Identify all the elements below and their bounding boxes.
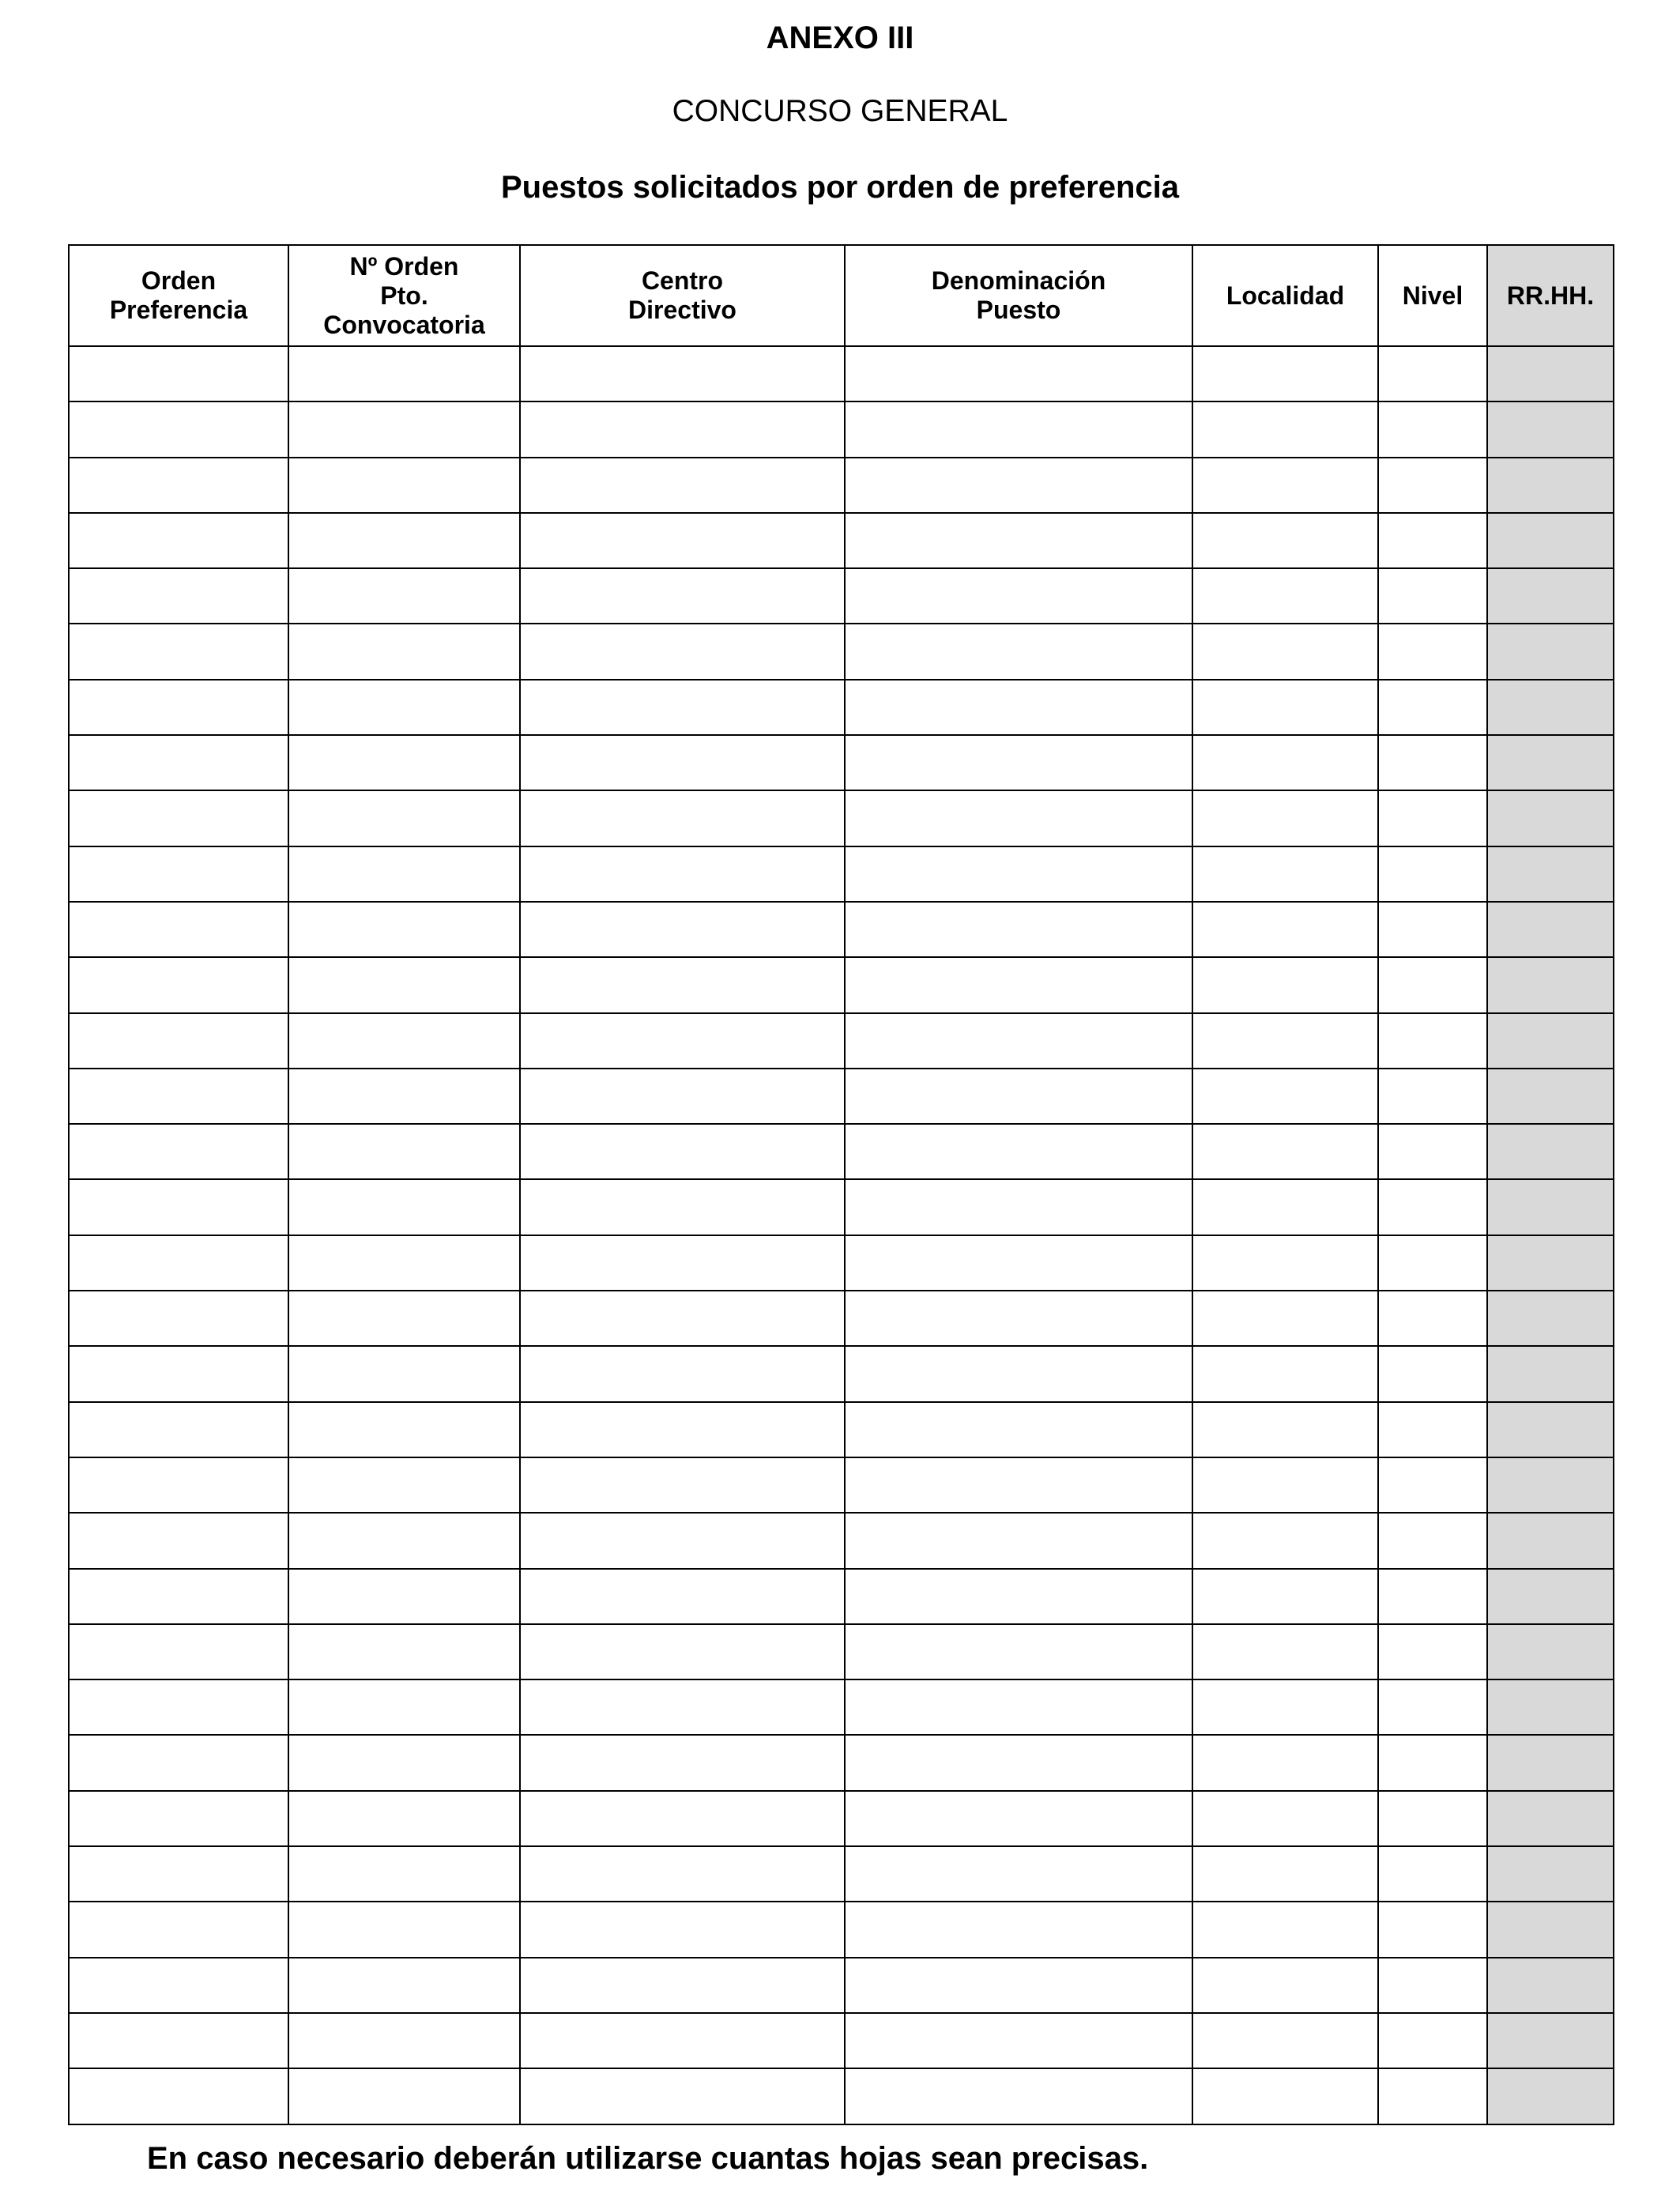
table-row [69, 790, 1614, 846]
cell-denominacion-puesto[interactable] [845, 1402, 1192, 1457]
cell-denominacion-puesto[interactable] [845, 1069, 1192, 1124]
cell-orden-preferencia[interactable] [69, 568, 288, 624]
cell-numero-orden[interactable] [288, 1069, 520, 1124]
cell-centro-directivo[interactable] [520, 346, 845, 401]
cell-denominacion-puesto[interactable] [845, 1013, 1192, 1069]
cell-centro-directivo[interactable] [520, 902, 845, 957]
cell-denominacion-puesto[interactable] [845, 1235, 1192, 1291]
cell-localidad[interactable] [1192, 1846, 1378, 1902]
table-row [69, 2013, 1614, 2068]
cell-rrhh [1487, 624, 1614, 679]
cell-numero-orden[interactable] [288, 1624, 520, 1679]
cell-centro-directivo[interactable] [520, 1902, 845, 1957]
cell-rrhh [1487, 568, 1614, 624]
cell-orden-preferencia[interactable] [69, 1513, 288, 1568]
cell-centro-directivo[interactable] [520, 1069, 845, 1124]
cell-nivel[interactable] [1378, 568, 1487, 624]
cell-centro-directivo[interactable] [520, 513, 845, 568]
cell-localidad[interactable] [1192, 1179, 1378, 1235]
cell-nivel[interactable] [1378, 1013, 1487, 1069]
cell-numero-orden[interactable] [288, 2068, 520, 2124]
cell-centro-directivo[interactable] [520, 1791, 845, 1846]
table-row [69, 568, 1614, 624]
cell-numero-orden[interactable] [288, 790, 520, 846]
cell-rrhh [1487, 790, 1614, 846]
cell-denominacion-puesto[interactable] [845, 513, 1192, 568]
cell-centro-directivo[interactable] [520, 1179, 845, 1235]
cell-rrhh [1487, 1624, 1614, 1679]
cell-orden-preferencia[interactable] [69, 624, 288, 679]
cell-numero-orden[interactable] [288, 957, 520, 1012]
cell-localidad[interactable] [1192, 513, 1378, 568]
cell-orden-preferencia[interactable] [69, 957, 288, 1012]
column-header-denominacion-puesto: Denominación Puesto [845, 245, 1192, 346]
cell-nivel[interactable] [1378, 902, 1487, 957]
cell-denominacion-puesto[interactable] [845, 680, 1192, 735]
cell-nivel[interactable] [1378, 1291, 1487, 1346]
cell-rrhh [1487, 1013, 1614, 1069]
column-header-nivel: Nivel [1378, 245, 1487, 346]
cell-numero-orden[interactable] [288, 1513, 520, 1568]
cell-rrhh [1487, 458, 1614, 513]
cell-orden-preferencia[interactable] [69, 1013, 288, 1069]
cell-orden-preferencia[interactable] [69, 1624, 288, 1679]
cell-denominacion-puesto[interactable] [845, 1513, 1192, 1568]
annex-title: ANEXO III [766, 21, 914, 55]
cell-rrhh [1487, 346, 1614, 401]
table-row [69, 957, 1614, 1012]
cell-nivel[interactable] [1378, 735, 1487, 790]
table-row [69, 458, 1614, 513]
cell-nivel[interactable] [1378, 1679, 1487, 1735]
cell-centro-directivo[interactable] [520, 458, 845, 513]
cell-localidad[interactable] [1192, 1346, 1378, 1401]
cell-nivel[interactable] [1378, 1846, 1487, 1902]
cell-centro-directivo[interactable] [520, 1291, 845, 1346]
table-row [69, 1013, 1614, 1069]
cell-nivel[interactable] [1378, 1958, 1487, 2013]
table-row [69, 2068, 1614, 2124]
cell-orden-preferencia[interactable] [69, 513, 288, 568]
cell-rrhh [1487, 1124, 1614, 1179]
cell-numero-orden[interactable] [288, 902, 520, 957]
table-row [69, 1958, 1614, 2013]
cell-denominacion-puesto[interactable] [845, 1179, 1192, 1235]
cell-localidad[interactable] [1192, 1291, 1378, 1346]
cell-orden-preferencia[interactable] [69, 401, 288, 457]
cell-numero-orden[interactable] [288, 624, 520, 679]
cell-localidad[interactable] [1192, 346, 1378, 401]
cell-centro-directivo[interactable] [520, 1569, 845, 1624]
table-row [69, 1291, 1614, 1346]
cell-numero-orden[interactable] [288, 735, 520, 790]
cell-denominacion-puesto[interactable] [845, 1569, 1192, 1624]
cell-orden-preferencia[interactable] [69, 1179, 288, 1235]
cell-rrhh [1487, 1235, 1614, 1291]
cell-centro-directivo[interactable] [520, 790, 845, 846]
cell-localidad[interactable] [1192, 680, 1378, 735]
cell-localidad[interactable] [1192, 846, 1378, 902]
column-header-centro-directivo: Centro Directivo [520, 245, 845, 346]
cell-rrhh [1487, 957, 1614, 1012]
cell-orden-preferencia[interactable] [69, 2013, 288, 2068]
cell-denominacion-puesto[interactable] [845, 735, 1192, 790]
cell-numero-orden[interactable] [288, 1124, 520, 1179]
cell-denominacion-puesto[interactable] [845, 902, 1192, 957]
page-subtitle: Puestos solicitados por orden de preferencia [500, 170, 1179, 205]
cell-centro-directivo[interactable] [520, 401, 845, 457]
cell-centro-directivo[interactable] [520, 624, 845, 679]
cell-centro-directivo[interactable] [520, 680, 845, 735]
cell-orden-preferencia[interactable] [69, 790, 288, 846]
cell-nivel[interactable] [1378, 1235, 1487, 1291]
cell-orden-preferencia[interactable] [69, 1735, 288, 1790]
cell-numero-orden[interactable] [288, 1679, 520, 1735]
table-row [69, 346, 1614, 401]
table-body [69, 346, 1614, 2124]
cell-denominacion-puesto[interactable] [845, 346, 1192, 401]
cell-centro-directivo[interactable] [520, 2013, 845, 2068]
table-row [69, 401, 1614, 457]
cell-centro-directivo[interactable] [520, 1457, 845, 1513]
cell-localidad[interactable] [1192, 568, 1378, 624]
cell-numero-orden[interactable] [288, 1791, 520, 1846]
cell-nivel[interactable] [1378, 1346, 1487, 1401]
cell-orden-preferencia[interactable] [69, 846, 288, 902]
cell-denominacion-puesto[interactable] [845, 1846, 1192, 1902]
column-header-localidad: Localidad [1192, 245, 1378, 346]
cell-numero-orden[interactable] [288, 346, 520, 401]
cell-localidad[interactable] [1192, 735, 1378, 790]
cell-rrhh [1487, 401, 1614, 457]
cell-nivel[interactable] [1378, 680, 1487, 735]
cell-localidad[interactable] [1192, 1457, 1378, 1513]
cell-denominacion-puesto[interactable] [845, 957, 1192, 1012]
cell-denominacion-puesto[interactable] [845, 846, 1192, 902]
cell-rrhh [1487, 846, 1614, 902]
table-row [69, 846, 1614, 902]
table-header-row [69, 245, 1614, 346]
preference-table [68, 244, 1614, 2125]
cell-nivel[interactable] [1378, 957, 1487, 1012]
cell-centro-directivo[interactable] [520, 957, 845, 1012]
table-row [69, 1179, 1614, 1235]
cell-rrhh [1487, 1179, 1614, 1235]
table-row [69, 1124, 1614, 1179]
cell-denominacion-puesto[interactable] [845, 1291, 1192, 1346]
cell-orden-preferencia[interactable] [69, 1902, 288, 1957]
cell-localidad[interactable] [1192, 957, 1378, 1012]
cell-centro-directivo[interactable] [520, 846, 845, 902]
cell-centro-directivo[interactable] [520, 1013, 845, 1069]
table-row [69, 1402, 1614, 1457]
cell-denominacion-puesto[interactable] [845, 1624, 1192, 1679]
cell-denominacion-puesto[interactable] [845, 1902, 1192, 1957]
cell-orden-preferencia[interactable] [69, 346, 288, 401]
table-row [69, 735, 1614, 790]
table-row [69, 1569, 1614, 1624]
cell-orden-preferencia[interactable] [69, 1402, 288, 1457]
cell-centro-directivo[interactable] [520, 1846, 845, 1902]
cell-denominacion-puesto[interactable] [845, 1346, 1192, 1401]
cell-numero-orden[interactable] [288, 1735, 520, 1790]
cell-rrhh [1487, 1846, 1614, 1902]
cell-numero-orden[interactable] [288, 513, 520, 568]
cell-localidad[interactable] [1192, 1013, 1378, 1069]
cell-rrhh [1487, 735, 1614, 790]
cell-nivel[interactable] [1378, 1457, 1487, 1513]
cell-numero-orden[interactable] [288, 1013, 520, 1069]
cell-orden-preferencia[interactable] [69, 1958, 288, 2013]
cell-orden-preferencia[interactable] [69, 1291, 288, 1346]
cell-numero-orden[interactable] [288, 1457, 520, 1513]
table-row [69, 1902, 1614, 1957]
table-row [69, 1735, 1614, 1790]
cell-nivel[interactable] [1378, 1179, 1487, 1235]
cell-nivel[interactable] [1378, 1569, 1487, 1624]
cell-denominacion-puesto[interactable] [845, 2013, 1192, 2068]
cell-nivel[interactable] [1378, 401, 1487, 457]
cell-localidad[interactable] [1192, 2068, 1378, 2124]
cell-numero-orden[interactable] [288, 458, 520, 513]
column-header-numero-orden: Nº Orden Pto. Convocatoria [288, 245, 520, 346]
cell-numero-orden[interactable] [288, 2013, 520, 2068]
cell-nivel[interactable] [1378, 1624, 1487, 1679]
cell-localidad[interactable] [1192, 1069, 1378, 1124]
cell-orden-preferencia[interactable] [69, 1346, 288, 1401]
cell-centro-directivo[interactable] [520, 2068, 845, 2124]
cell-centro-directivo[interactable] [520, 1346, 845, 1401]
cell-denominacion-puesto[interactable] [845, 2068, 1192, 2124]
cell-orden-preferencia[interactable] [69, 1679, 288, 1735]
cell-localidad[interactable] [1192, 1679, 1378, 1735]
cell-rrhh [1487, 1513, 1614, 1568]
cell-localidad[interactable] [1192, 2013, 1378, 2068]
cell-centro-directivo[interactable] [520, 1958, 845, 2013]
table-row [69, 1624, 1614, 1679]
cell-denominacion-puesto[interactable] [845, 401, 1192, 457]
table-row [69, 1513, 1614, 1568]
cell-rrhh [1487, 902, 1614, 957]
cell-denominacion-puesto[interactable] [845, 790, 1192, 846]
cell-localidad[interactable] [1192, 1735, 1378, 1790]
cell-rrhh [1487, 1958, 1614, 2013]
cell-orden-preferencia[interactable] [69, 1569, 288, 1624]
cell-numero-orden[interactable] [288, 846, 520, 902]
cell-nivel[interactable] [1378, 1124, 1487, 1179]
cell-orden-preferencia[interactable] [69, 1791, 288, 1846]
table-row [69, 513, 1614, 568]
cell-numero-orden[interactable] [288, 1179, 520, 1235]
cell-rrhh [1487, 2013, 1614, 2068]
table-row [69, 1069, 1614, 1124]
cell-nivel[interactable] [1378, 2068, 1487, 2124]
cell-localidad[interactable] [1192, 1624, 1378, 1679]
cell-rrhh [1487, 1291, 1614, 1346]
cell-numero-orden[interactable] [288, 1402, 520, 1457]
table-row [69, 1791, 1614, 1846]
cell-centro-directivo[interactable] [520, 568, 845, 624]
cell-rrhh [1487, 1346, 1614, 1401]
cell-denominacion-puesto[interactable] [845, 1958, 1192, 2013]
table-row [69, 1846, 1614, 1902]
cell-orden-preferencia[interactable] [69, 1069, 288, 1124]
cell-orden-preferencia[interactable] [69, 1124, 288, 1179]
cell-nivel[interactable] [1378, 624, 1487, 679]
cell-localidad[interactable] [1192, 1402, 1378, 1457]
cell-localidad[interactable] [1192, 902, 1378, 957]
cell-nivel[interactable] [1378, 1402, 1487, 1457]
cell-orden-preferencia[interactable] [69, 1846, 288, 1902]
cell-nivel[interactable] [1378, 1735, 1487, 1790]
cell-localidad[interactable] [1192, 1124, 1378, 1179]
cell-centro-directivo[interactable] [520, 735, 845, 790]
cell-orden-preferencia[interactable] [69, 2068, 288, 2124]
cell-rrhh [1487, 513, 1614, 568]
cell-numero-orden[interactable] [288, 1958, 520, 2013]
table-row [69, 1679, 1614, 1735]
cell-numero-orden[interactable] [288, 1902, 520, 1957]
cell-nivel[interactable] [1378, 1902, 1487, 1957]
cell-localidad[interactable] [1192, 458, 1378, 513]
cell-numero-orden[interactable] [288, 401, 520, 457]
cell-nivel[interactable] [1378, 458, 1487, 513]
cell-rrhh [1487, 1402, 1614, 1457]
cell-numero-orden[interactable] [288, 568, 520, 624]
cell-nivel[interactable] [1378, 1791, 1487, 1846]
cell-rrhh [1487, 1457, 1614, 1513]
table-row [69, 1457, 1614, 1513]
cell-localidad[interactable] [1192, 1569, 1378, 1624]
cell-rrhh [1487, 1735, 1614, 1790]
cell-nivel[interactable] [1378, 513, 1487, 568]
cell-orden-preferencia[interactable] [69, 902, 288, 957]
cell-rrhh [1487, 2068, 1614, 2124]
cell-localidad[interactable] [1192, 1235, 1378, 1291]
cell-nivel[interactable] [1378, 346, 1487, 401]
table-row [69, 680, 1614, 735]
cell-orden-preferencia[interactable] [69, 1457, 288, 1513]
cell-nivel[interactable] [1378, 1069, 1487, 1124]
cell-denominacion-puesto[interactable] [845, 1791, 1192, 1846]
cell-rrhh [1487, 680, 1614, 735]
cell-centro-directivo[interactable] [520, 1124, 845, 1179]
cell-rrhh [1487, 1679, 1614, 1735]
cell-denominacion-puesto[interactable] [845, 458, 1192, 513]
cell-centro-directivo[interactable] [520, 1235, 845, 1291]
cell-numero-orden[interactable] [288, 1291, 520, 1346]
cell-localidad[interactable] [1192, 624, 1378, 679]
cell-localidad[interactable] [1192, 401, 1378, 457]
cell-orden-preferencia[interactable] [69, 458, 288, 513]
cell-orden-preferencia[interactable] [69, 1235, 288, 1291]
cell-rrhh [1487, 1902, 1614, 1957]
cell-denominacion-puesto[interactable] [845, 1735, 1192, 1790]
cell-localidad[interactable] [1192, 1902, 1378, 1957]
cell-nivel[interactable] [1378, 2013, 1487, 2068]
table-row [69, 1235, 1614, 1291]
cell-orden-preferencia[interactable] [69, 680, 288, 735]
cell-denominacion-puesto[interactable] [845, 1679, 1192, 1735]
cell-numero-orden[interactable] [288, 1569, 520, 1624]
table-row [69, 624, 1614, 679]
cell-numero-orden[interactable] [288, 680, 520, 735]
table-row [69, 902, 1614, 957]
cell-nivel[interactable] [1378, 790, 1487, 846]
cell-rrhh [1487, 1791, 1614, 1846]
cell-denominacion-puesto[interactable] [845, 1124, 1192, 1179]
cell-localidad[interactable] [1192, 1958, 1378, 2013]
cell-numero-orden[interactable] [288, 1235, 520, 1291]
cell-numero-orden[interactable] [288, 1346, 520, 1401]
cell-rrhh [1487, 1569, 1614, 1624]
cell-numero-orden[interactable] [288, 1846, 520, 1902]
cell-denominacion-puesto[interactable] [845, 624, 1192, 679]
table-row [69, 1346, 1614, 1401]
cell-denominacion-puesto[interactable] [845, 1457, 1192, 1513]
cell-centro-directivo[interactable] [520, 1735, 845, 1790]
cell-centro-directivo[interactable] [520, 1624, 845, 1679]
column-header-orden-preferencia: Orden Preferencia [69, 245, 288, 346]
cell-orden-preferencia[interactable] [69, 735, 288, 790]
cell-denominacion-puesto[interactable] [845, 568, 1192, 624]
column-header-rrhh: RR.HH. [1487, 245, 1614, 346]
footer-note: En caso necesario deberán utilizarse cuantas hojas sean precisas. [147, 2141, 1149, 2176]
cell-centro-directivo[interactable] [520, 1679, 845, 1735]
cell-rrhh [1487, 1069, 1614, 1124]
cell-localidad[interactable] [1192, 1791, 1378, 1846]
cell-localidad[interactable] [1192, 1513, 1378, 1568]
contest-title: CONCURSO GENERAL [672, 94, 1008, 128]
cell-nivel[interactable] [1378, 846, 1487, 902]
cell-centro-directivo[interactable] [520, 1513, 845, 1568]
cell-centro-directivo[interactable] [520, 1402, 845, 1457]
cell-localidad[interactable] [1192, 790, 1378, 846]
cell-nivel[interactable] [1378, 1513, 1487, 1568]
